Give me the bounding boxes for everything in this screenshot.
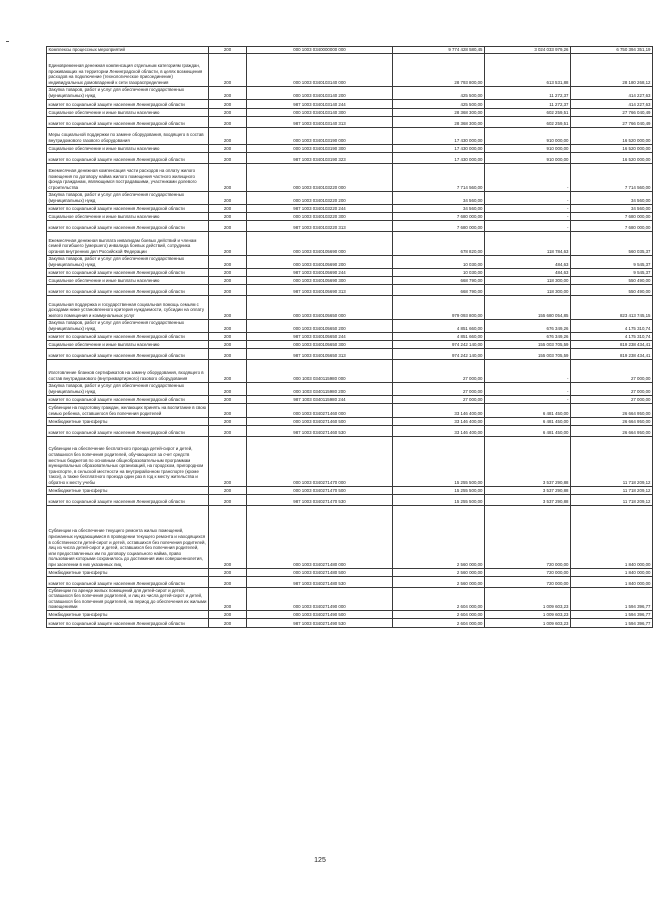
row-line-code: 200	[209, 255, 247, 268]
row-unexecuted-amount: 26 664 950,00	[571, 425, 653, 436]
table-row	[47, 220, 653, 231]
row-approved-amount: 27 000,00	[393, 359, 485, 382]
row-budget-classification-code: 000 1003 0340103220 300	[247, 212, 393, 220]
row-line-code: 200	[209, 436, 247, 486]
row-budget-classification-code: 987 1003 0340271490 530	[247, 618, 393, 627]
row-budget-classification-code: 987 1003 0340105690 313	[247, 284, 393, 295]
row-description: Межбюджетные трансферты	[47, 417, 209, 425]
row-unexecuted-amount: 819 238 434,41	[571, 348, 653, 359]
row-unexecuted-amount: 1 594 396,77	[571, 587, 653, 610]
row-line-code: 200	[209, 99, 247, 108]
row-approved-amount: 2 604 000,00	[393, 587, 485, 610]
row-approved-amount: 2 560 000,00	[393, 505, 485, 568]
table-row	[47, 295, 653, 319]
row-budget-classification-code: 987 1003 0340271470 530	[247, 494, 393, 505]
row-approved-amount: 27 000,00	[393, 395, 485, 403]
row-approved-amount: 7 714 560,00	[393, 163, 485, 191]
row-line-code: 200	[209, 53, 247, 86]
row-description: Социальное обеспечение и иные выплаты населению	[47, 144, 209, 152]
table-row	[47, 494, 653, 505]
row-budget-classification-code: 987 1003 0340103220 244	[247, 204, 393, 212]
row-line-code: 200	[209, 108, 247, 116]
row-description: комитет по социальной защите населения Ленинградской области	[47, 116, 209, 127]
row-description: Межбюджетные трансферты	[47, 568, 209, 576]
row-executed-amount: 910 000,00	[485, 152, 571, 163]
row-approved-amount: 974 242 140,00	[393, 340, 485, 348]
table-row	[47, 212, 653, 220]
table-row	[47, 348, 653, 359]
row-unexecuted-amount: 6 750 394 351,19	[571, 47, 653, 54]
row-description: комитет по социальной защите населения Ленинградской области	[47, 204, 209, 212]
row-line-code: 200	[209, 276, 247, 284]
table-row	[47, 268, 653, 276]
row-executed-amount: 910 000,00	[485, 144, 571, 152]
row-line-code: 200	[209, 382, 247, 395]
row-approved-amount: 10 030,00	[393, 268, 485, 276]
row-executed-amount: 1 009 603,23	[485, 587, 571, 610]
row-line-code: 200	[209, 505, 247, 568]
row-unexecuted-amount: 16 520 000,00	[571, 152, 653, 163]
row-approved-amount: 668 790,00	[393, 284, 485, 295]
row-approved-amount: 34 560,00	[393, 204, 485, 212]
row-approved-amount: 15 255 500,00	[393, 486, 485, 494]
table-row	[47, 403, 653, 417]
row-line-code: 200	[209, 618, 247, 627]
row-budget-classification-code: 987 1003 0340105650 244	[247, 332, 393, 340]
row-approved-amount: 4 851 660,00	[393, 319, 485, 332]
margin-mark	[6, 41, 9, 42]
row-executed-amount: 1 009 603,23	[485, 618, 571, 627]
row-approved-amount: 33 146 400,00	[393, 417, 485, 425]
row-description: комитет по социальной защите населения Ленинградской области	[47, 332, 209, 340]
row-approved-amount: 15 255 500,00	[393, 494, 485, 505]
row-unexecuted-amount: 16 520 000,00	[571, 127, 653, 144]
row-approved-amount: 10 030,00	[393, 255, 485, 268]
row-line-code: 200	[209, 610, 247, 618]
row-budget-classification-code: 000 1003 0340000000 000	[247, 47, 393, 54]
table-row	[47, 340, 653, 348]
row-description: Субвенции на обеспечение текущего ремонта жилых помещений, признанных нуждающимися в проведении текущего ремонта и находящихся в собственности детей-сирот и детей, оставшихся без попечения родителей, лиц из числа детей-сирот и детей, оставшихся без попечения родителей, или предоставленных им по договору социального найма, право пользования которыми сохранилось до достижения ими совершеннолетия, при заселении в них указанных лиц	[47, 505, 209, 568]
row-description: Закупка товаров, работ и услуг для обеспечения государственных (муниципальных) нужд	[47, 382, 209, 395]
row-executed-amount: -	[485, 359, 571, 382]
row-line-code: 200	[209, 116, 247, 127]
table-row	[47, 618, 653, 627]
row-line-code: 200	[209, 220, 247, 231]
table-row	[47, 395, 653, 403]
row-unexecuted-amount: 1 840 000,00	[571, 505, 653, 568]
row-line-code: 200	[209, 163, 247, 191]
row-unexecuted-amount: 27 766 040,49	[571, 108, 653, 116]
row-executed-amount: 676 349,26	[485, 332, 571, 340]
row-description: Социальное обеспечение и иные выплаты населению	[47, 276, 209, 284]
row-description: Социальное обеспечение и иные выплаты населению	[47, 212, 209, 220]
table-row	[47, 231, 653, 255]
table-row	[47, 359, 653, 382]
row-budget-classification-code: 987 1003 0340271480 530	[247, 576, 393, 587]
row-budget-classification-code: 000 1003 0340271480 500	[247, 568, 393, 576]
row-description: Субвенции на обеспечение бесплатного проезда детей-сирот и детей, оставшихся без попечения родителей, обучающихся за счет средств местных бюджетов по основным общеобразовательным программам муниципальных образовательных организаций, на городском, пригородном транспорте, в сельской местности на внутрирайонном транспорте (кроме такси), а также бесплатного проезда один раз в год к месту жительства и обратно к месту учебы	[47, 436, 209, 486]
row-line-code: 200	[209, 284, 247, 295]
row-unexecuted-amount: 414 227,63	[571, 99, 653, 108]
row-description: Комплексы процессных мероприятий	[47, 47, 209, 54]
table-row	[47, 191, 653, 204]
row-approved-amount: 33 146 400,00	[393, 425, 485, 436]
row-approved-amount: 27 000,00	[393, 382, 485, 395]
row-description: комитет по социальной защите населения Ленинградской области	[47, 494, 209, 505]
row-description: Субвенции по аренде жилых помещений для детей-сирот и детей, оставшихся без попечения родителей, и лиц из числа детей-сирот и детей, оставшихся без попечения родителей, на период до обеспечения их жилыми помещениями	[48, 587, 207, 610]
table-row	[47, 568, 653, 576]
row-executed-amount: 11 272,37	[485, 99, 571, 108]
row-budget-classification-code: 000 1003 0340105650 300	[247, 340, 393, 348]
row-line-code: 200	[209, 425, 247, 436]
table-row	[47, 86, 653, 99]
row-budget-classification-code: 000 1003 0340103190 300	[247, 144, 393, 152]
row-executed-amount: 155 680 054,85	[485, 295, 571, 319]
row-executed-amount: 155 003 705,59	[485, 340, 571, 348]
table-row	[47, 99, 653, 108]
row-unexecuted-amount: 414 227,63	[571, 86, 653, 99]
row-unexecuted-amount: 560 035,37	[571, 231, 653, 255]
row-budget-classification-code: 987 1003 0340103220 313	[247, 220, 393, 231]
row-executed-amount: 1 009 603,23	[485, 610, 571, 618]
table-row	[47, 116, 653, 127]
row-executed-amount: 484,63	[485, 268, 571, 276]
row-executed-amount: -	[485, 395, 571, 403]
row-budget-classification-code: 000 1003 0340103140 300	[247, 108, 393, 116]
row-unexecuted-amount: 1 594 396,77	[571, 618, 653, 627]
row-executed-amount: 6 481 450,00	[485, 403, 571, 417]
row-line-code: 200	[209, 152, 247, 163]
table-row	[47, 587, 653, 610]
row-budget-classification-code: 000 1003 0340103220 200	[247, 191, 393, 204]
table-row	[47, 382, 653, 395]
table-row	[47, 47, 653, 54]
table-row	[47, 284, 653, 295]
row-executed-amount: 3 537 290,88	[485, 436, 571, 486]
table-row	[47, 152, 653, 163]
table-row	[47, 436, 653, 486]
row-line-code: 200	[209, 494, 247, 505]
table-row	[47, 610, 653, 618]
row-description: Ежемесячная денежная выплата инвалидам боевых действий и членам семей погибшего (умершего) инвалида боевых действий, сотрудника органов внутренних дел Российской Федерации	[47, 231, 209, 255]
row-description: Ежемесячная денежная компенсация части расходов на оплату жилого помещения по договору найма жилого помещения частного жилищного фонда гражданам, являющимся пострадавшими, участниками долевого строительства	[47, 163, 209, 191]
table-row	[47, 576, 653, 587]
row-line-code: 200	[209, 348, 247, 359]
row-description: Закупка товаров, работ и услуг для обеспечения государственных (муниципальных) нужд	[47, 319, 209, 332]
row-line-code: 200	[209, 212, 247, 220]
row-description: Социальная поддержка и государственная социальная помощь семьям с доходами ниже установленного критерия нуждаемости, субсидии на оплату жилого помещения и коммунальных услуг	[47, 295, 209, 319]
row-executed-amount: 484,63	[485, 255, 571, 268]
row-unexecuted-amount: 27 000,00	[571, 382, 653, 395]
table-row	[47, 276, 653, 284]
row-executed-amount: 6 481 450,00	[485, 417, 571, 425]
row-unexecuted-amount: 11 718 209,12	[571, 494, 653, 505]
row-executed-amount: 602 259,51	[485, 108, 571, 116]
row-approved-amount: 4 851 660,00	[393, 332, 485, 340]
row-approved-amount: 2 560 000,00	[393, 576, 485, 587]
row-budget-classification-code: 987 1003 0340105650 313	[247, 348, 393, 359]
row-description: Единовременная денежная компенсация отдельным категориям граждан, проживающих на территории Ленинградской области, в целях возмещения расходов на подключение (технологическое присоединение) индивидуальных домовладений к сети газораспределения	[47, 53, 209, 86]
table-body	[47, 47, 653, 628]
row-executed-amount: 3 537 290,88	[485, 486, 571, 494]
row-line-code: 200	[209, 332, 247, 340]
row-unexecuted-amount: 1 594 396,77	[571, 610, 653, 618]
row-description: комитет по социальной защите населения Ленинградской области	[47, 576, 209, 587]
row-executed-amount: 118 300,00	[485, 276, 571, 284]
row-line-code: 200	[209, 576, 247, 587]
row-budget-classification-code: 000 1003 0340105690 200	[247, 255, 393, 268]
row-budget-classification-code: 000 1003 0340271490 500	[247, 610, 393, 618]
table-row	[47, 204, 653, 212]
row-executed-amount: 720 000,00	[485, 568, 571, 576]
row-unexecuted-amount: 9 545,37	[571, 268, 653, 276]
row-unexecuted-amount: 1 840 000,00	[571, 568, 653, 576]
row-approved-amount: 28 368 300,00	[393, 116, 485, 127]
row-budget-classification-code: 000 1003 0340271460 000	[247, 403, 393, 417]
row-description: Закупка товаров, работ и услуг для обеспечения государственных (муниципальных) нужд	[47, 86, 209, 99]
row-line-code: 200	[209, 204, 247, 212]
row-budget-classification-code: 000 1003 0340271470 000	[247, 436, 393, 486]
row-unexecuted-amount: 9 545,37	[571, 255, 653, 268]
row-description: комитет по социальной защите населения Ленинградской области	[47, 618, 209, 627]
row-executed-amount: -	[485, 382, 571, 395]
row-budget-classification-code: 000 1003 0340115980 000	[247, 359, 393, 382]
row-description: комитет по социальной защите населения Ленинградской области	[47, 425, 209, 436]
row-approved-amount: 28 368 300,00	[393, 108, 485, 116]
page-number: 125	[314, 857, 326, 864]
row-budget-classification-code: 000 1003 0340271480 000	[247, 505, 393, 568]
row-executed-amount: 720 000,00	[485, 576, 571, 587]
row-description: Закупка товаров, работ и услуг для обеспечения государственных (муниципальных) нужд	[47, 191, 209, 204]
row-unexecuted-amount: 7 680 000,00	[571, 220, 653, 231]
row-description: комитет по социальной защите населения Ленинградской области	[47, 395, 209, 403]
row-description: Изготовление бланков сертификатов на замену оборудования, входящего в состав внутридомового (внутриквартирного) газового оборудования	[47, 359, 209, 382]
row-executed-amount: -	[485, 163, 571, 191]
row-line-code: 200	[209, 127, 247, 144]
row-unexecuted-amount: 550 490,00	[571, 284, 653, 295]
table-row	[47, 505, 653, 568]
row-approved-amount: 668 790,00	[393, 276, 485, 284]
row-budget-classification-code: 000 1003 0340105650 000	[247, 295, 393, 319]
row-approved-amount: 2 604 000,00	[393, 610, 485, 618]
table-row	[47, 108, 653, 116]
row-unexecuted-amount: 11 718 209,12	[571, 436, 653, 486]
row-unexecuted-amount: 27 000,00	[571, 359, 653, 382]
row-approved-amount: 17 430 000,00	[393, 127, 485, 144]
row-executed-amount: 118 784,63	[485, 231, 571, 255]
table-row	[47, 425, 653, 436]
row-approved-amount: 2 604 000,00	[393, 618, 485, 627]
row-executed-amount: 613 531,88	[485, 53, 571, 86]
row-executed-amount: 6 481 450,00	[485, 425, 571, 436]
row-approved-amount: 7 680 000,00	[393, 220, 485, 231]
row-unexecuted-amount: 28 180 268,12	[571, 53, 653, 86]
row-approved-amount: 17 430 000,00	[393, 144, 485, 152]
row-description: Социальное обеспечение и иные выплаты населению	[47, 340, 209, 348]
row-description: комитет по социальной защите населения Ленинградской области	[47, 220, 209, 231]
row-budget-classification-code: 987 1003 0340103140 244	[247, 99, 393, 108]
row-description: Субвенции на подготовку граждан, желающих принять на воспитание в свою семью ребенка, оставшегося без попечения родителей	[47, 403, 209, 417]
row-budget-classification-code: 000 1003 0340115980 200	[247, 382, 393, 395]
row-line-code: 200	[209, 395, 247, 403]
row-approved-amount: 9 774 428 580,45	[393, 47, 485, 54]
row-budget-classification-code: 000 1003 0340103140 000	[247, 53, 393, 86]
row-executed-amount: 720 000,00	[485, 505, 571, 568]
row-line-code: 200	[209, 191, 247, 204]
row-description: Межбюджетные трансферты	[47, 610, 209, 618]
row-approved-amount: 425 500,00	[393, 86, 485, 99]
row-approved-amount: 979 093 800,00	[393, 295, 485, 319]
row-approved-amount: 678 820,00	[393, 231, 485, 255]
row-budget-classification-code: 000 1003 0340271490 000	[247, 587, 393, 610]
row-line-code: 200	[209, 319, 247, 332]
row-budget-classification-code: 987 1003 0340105690 244	[247, 268, 393, 276]
row-unexecuted-amount: 34 560,00	[571, 191, 653, 204]
row-executed-amount: 155 003 705,59	[485, 348, 571, 359]
row-approved-amount: 28 793 800,00	[393, 53, 485, 86]
row-budget-classification-code: 000 1003 0340271460 500	[247, 417, 393, 425]
row-description: Меры социальной поддержки по замене оборудования, входящего в состав внутридомового газового оборудования	[47, 127, 209, 144]
row-unexecuted-amount: 819 238 434,41	[571, 340, 653, 348]
row-description: Социальное обеспечение и иные выплаты населению	[47, 108, 209, 116]
row-line-code: 200	[209, 86, 247, 99]
row-unexecuted-amount: 550 490,00	[571, 276, 653, 284]
table-row	[47, 163, 653, 191]
budget-execution-table	[46, 46, 653, 628]
row-unexecuted-amount: 27 000,00	[571, 395, 653, 403]
row-approved-amount: 34 560,00	[393, 191, 485, 204]
row-line-code: 200	[209, 403, 247, 417]
row-description: Межбюджетные трансферты	[47, 486, 209, 494]
row-executed-amount: 676 349,26	[485, 319, 571, 332]
row-approved-amount: 33 146 400,00	[393, 403, 485, 417]
row-budget-classification-code: 000 1003 0340103190 000	[247, 127, 393, 144]
row-unexecuted-amount: 7 680 000,00	[571, 212, 653, 220]
table-row	[47, 255, 653, 268]
row-unexecuted-amount: 4 175 310,74	[571, 332, 653, 340]
table-row	[47, 417, 653, 425]
row-line-code: 200	[209, 144, 247, 152]
row-budget-classification-code: 000 1003 0340103140 200	[247, 86, 393, 99]
row-approved-amount: 425 500,00	[393, 99, 485, 108]
row-unexecuted-amount: 823 413 745,15	[571, 295, 653, 319]
row-approved-amount: 7 680 000,00	[393, 212, 485, 220]
row-line-code: 200	[209, 417, 247, 425]
row-description: комитет по социальной защите населения Ленинградской области	[47, 99, 209, 108]
row-description: комитет по социальной защите населения Ленинградской области	[47, 348, 209, 359]
row-budget-classification-code: 000 1003 0340103220 000	[247, 163, 393, 191]
table-row	[47, 332, 653, 340]
row-description: комитет по социальной защите населения Ленинградской области	[47, 268, 209, 276]
row-line-code: 200	[209, 268, 247, 276]
row-line-code: 200	[209, 359, 247, 382]
row-unexecuted-amount: 16 520 000,00	[571, 144, 653, 152]
row-budget-classification-code: 000 1003 0340105690 000	[247, 231, 393, 255]
row-description: комитет по социальной защите населения Ленинградской области	[47, 152, 209, 163]
row-line-code: 200	[209, 231, 247, 255]
table-row	[47, 319, 653, 332]
row-approved-amount: 974 242 140,00	[393, 348, 485, 359]
table-row	[47, 127, 653, 144]
row-executed-amount: 11 272,37	[485, 86, 571, 99]
row-description: Закупка товаров, работ и услуг для обеспечения государственных (муниципальных) нужд	[47, 255, 209, 268]
row-description: комитет по социальной защите населения Ленинградской области	[47, 284, 209, 295]
row-budget-classification-code: 987 1003 0340103190 323	[247, 152, 393, 163]
row-unexecuted-amount: 26 664 950,00	[571, 417, 653, 425]
row-unexecuted-amount: 7 714 560,00	[571, 163, 653, 191]
row-executed-amount: 910 000,00	[485, 127, 571, 144]
row-executed-amount: 118 300,00	[485, 284, 571, 295]
row-budget-classification-code: 000 1003 0340271470 500	[247, 486, 393, 494]
row-budget-classification-code: 987 1003 0340115980 244	[247, 395, 393, 403]
row-executed-amount: -	[485, 204, 571, 212]
row-line-code: 200	[209, 295, 247, 319]
row-executed-amount: 3 024 033 979,26	[485, 47, 571, 54]
table-row	[47, 53, 653, 86]
row-executed-amount: 602 259,51	[485, 116, 571, 127]
row-unexecuted-amount: 26 664 950,00	[571, 403, 653, 417]
row-approved-amount: 15 255 500,00	[393, 436, 485, 486]
row-line-code: 200	[209, 486, 247, 494]
row-line-code: 200	[209, 587, 247, 610]
row-budget-classification-code: 000 1003 0340105690 300	[247, 276, 393, 284]
row-executed-amount: -	[485, 220, 571, 231]
row-executed-amount: -	[485, 191, 571, 204]
row-line-code: 200	[209, 568, 247, 576]
row-budget-classification-code: 987 1003 0340271460 530	[247, 425, 393, 436]
table-row	[47, 144, 653, 152]
row-unexecuted-amount: 27 766 040,49	[571, 116, 653, 127]
row-line-code: 200	[209, 47, 247, 54]
row-executed-amount: 3 537 290,88	[485, 494, 571, 505]
row-unexecuted-amount: 34 560,00	[571, 204, 653, 212]
row-approved-amount: 17 430 000,00	[393, 152, 485, 163]
row-unexecuted-amount: 11 718 209,12	[571, 486, 653, 494]
row-budget-classification-code: 000 1003 0340105650 200	[247, 319, 393, 332]
row-unexecuted-amount: 1 840 000,00	[571, 576, 653, 587]
row-unexecuted-amount: 4 175 310,74	[571, 319, 653, 332]
row-line-code: 200	[209, 340, 247, 348]
row-executed-amount: -	[485, 212, 571, 220]
table-row	[47, 486, 653, 494]
row-approved-amount: 2 560 000,00	[393, 568, 485, 576]
row-budget-classification-code: 987 1003 0340103140 313	[247, 116, 393, 127]
